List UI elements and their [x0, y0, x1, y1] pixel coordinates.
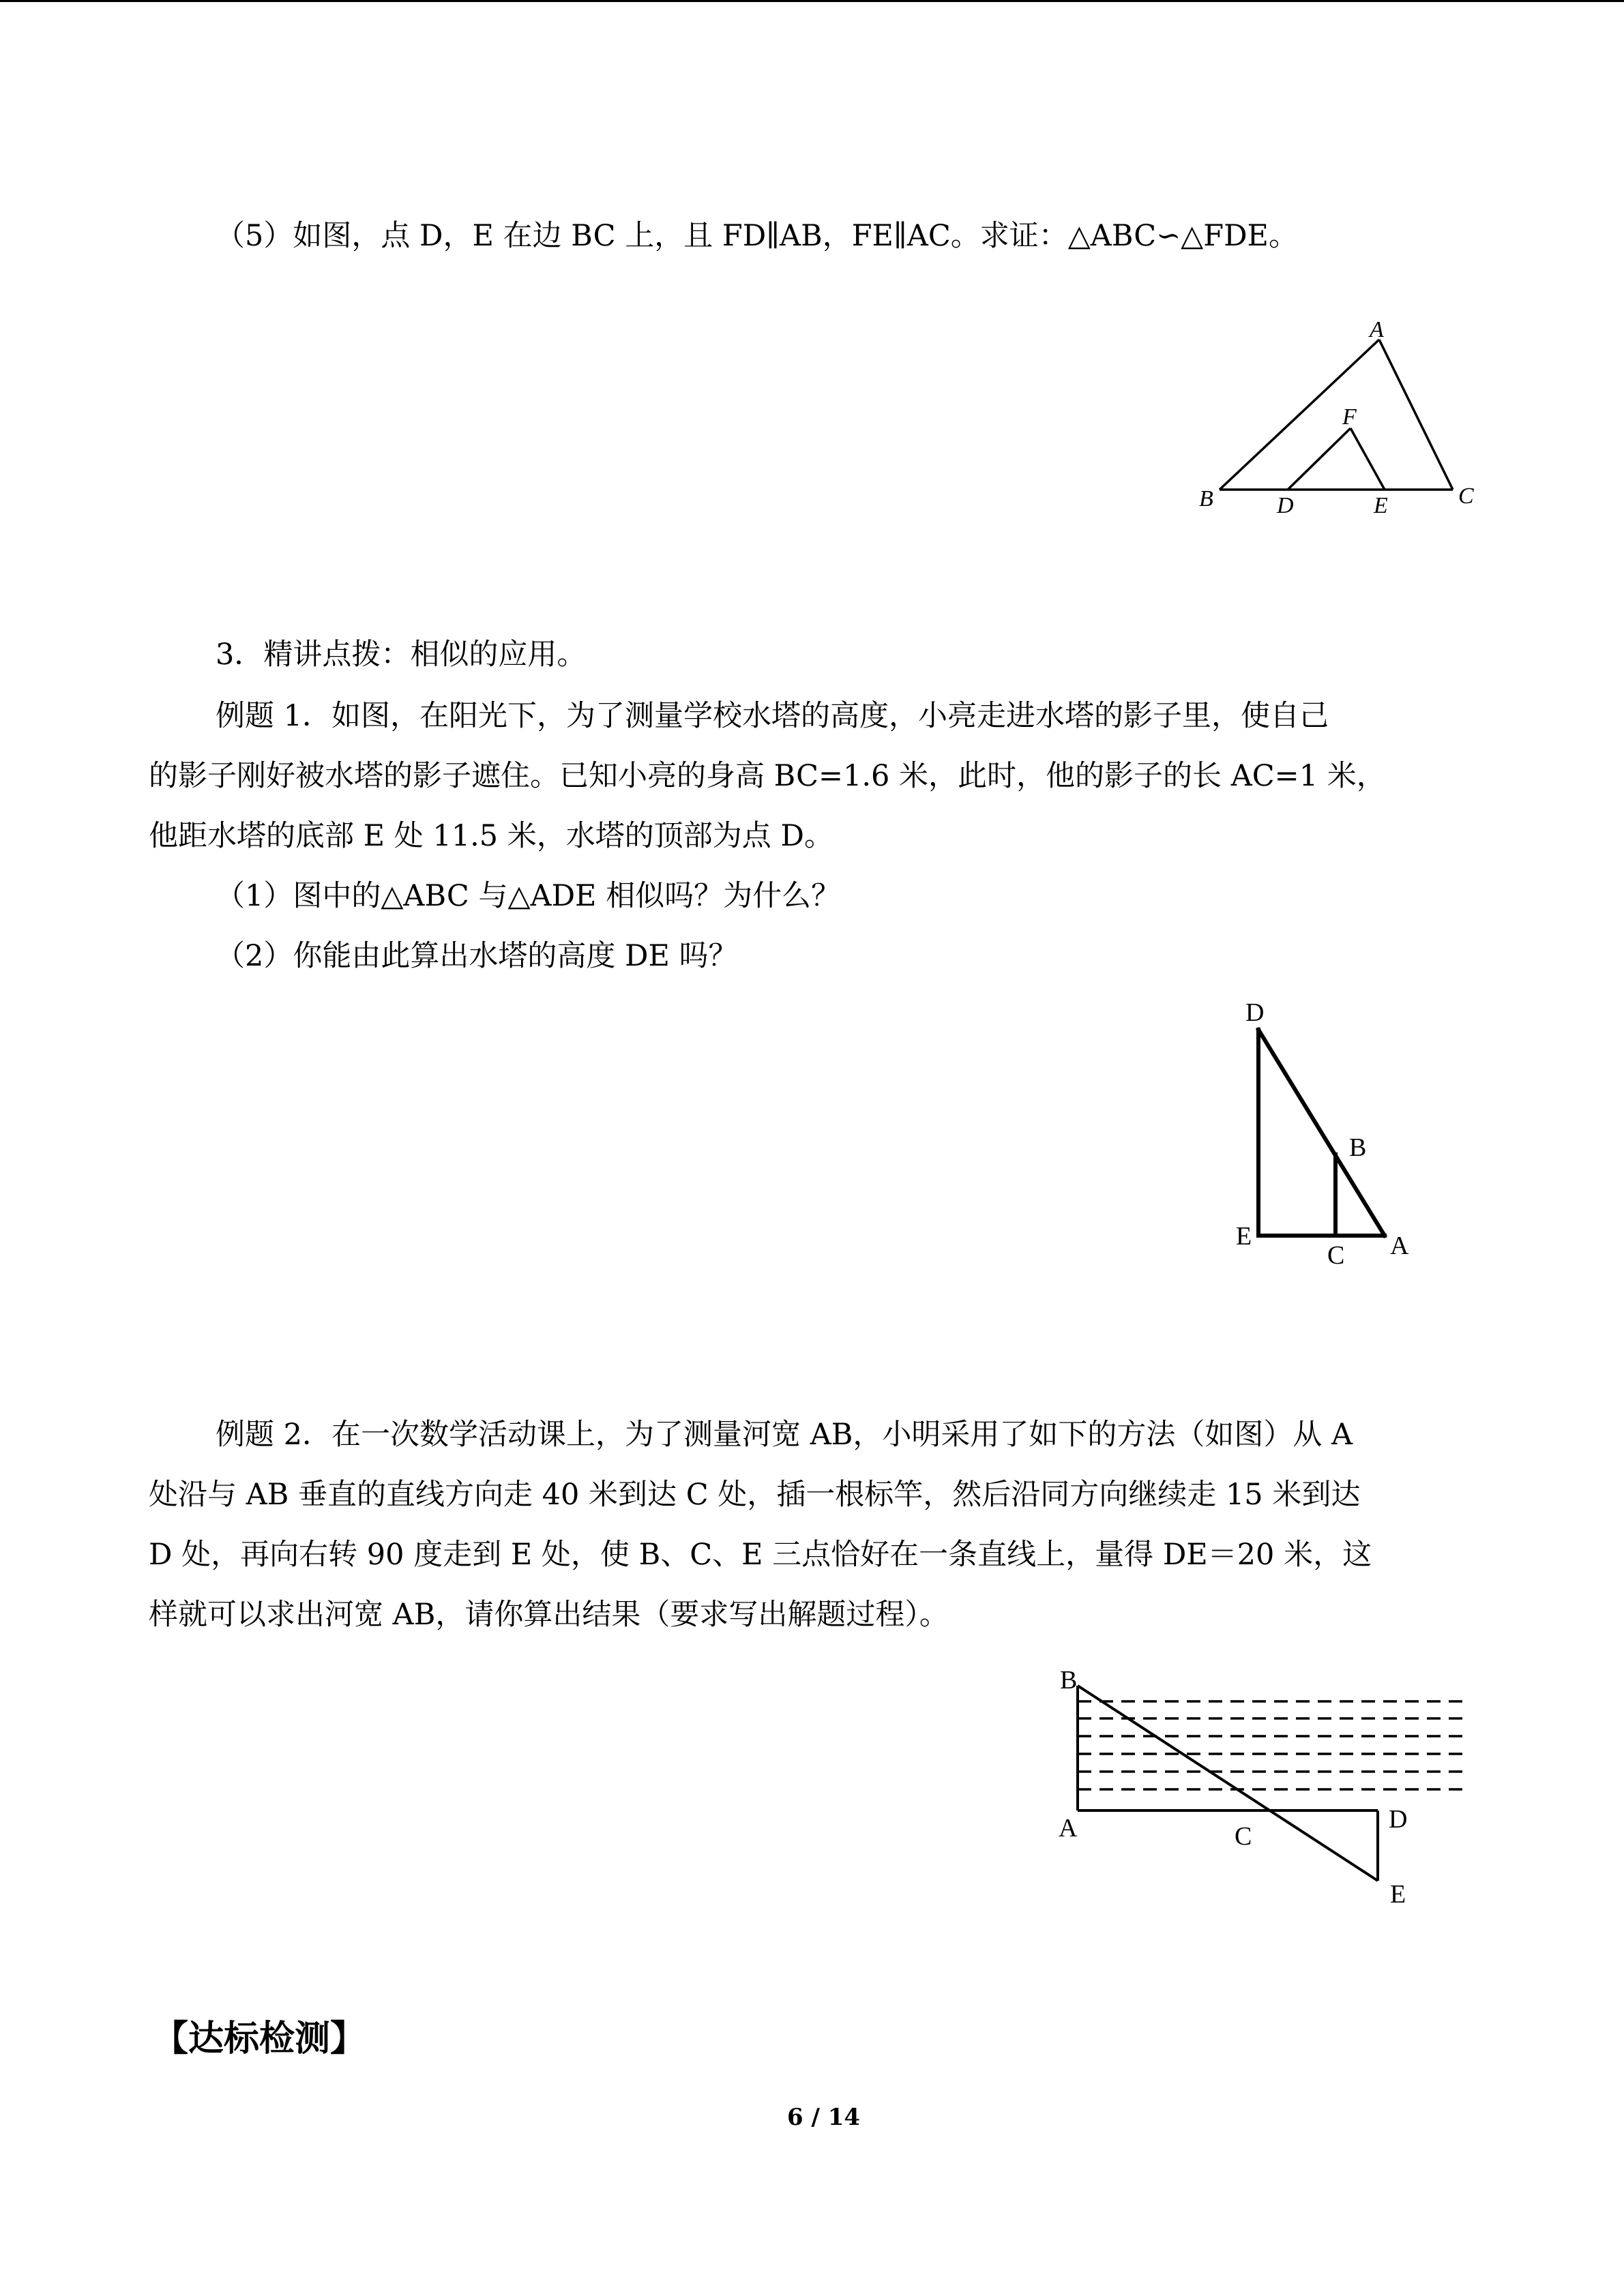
example2-line-3: D 处，再向右转 90 度走到 E 处，使 B、C、E 三点恰好在一条直线上，量得 DE＝20 米，这: [149, 1538, 1372, 1572]
label-f: F: [1342, 404, 1357, 430]
label-a: A: [1390, 1232, 1409, 1260]
example1-line-2: 的影子刚好被水塔的影子遮住。已知小亮的身高 BC=1.6 米，此时，他的影子的长 AC=1 米，: [149, 759, 1386, 793]
label-b: B: [1199, 486, 1213, 511]
label-b: B: [1349, 1133, 1367, 1162]
label-e: E: [1374, 493, 1388, 518]
example1-line-1: 例题 1．如图，在阳光下，为了测量学校水塔的高度，小亮走进水塔的影子里，使自己: [216, 699, 1329, 733]
label-d: D: [1277, 493, 1294, 518]
label-d: D: [1389, 1805, 1408, 1834]
label-a: A: [1370, 317, 1384, 342]
label-e: E: [1390, 1880, 1406, 1909]
section3-title: 3．精讲点拨：相似的应用。: [216, 638, 587, 672]
label-b: B: [1060, 1666, 1078, 1695]
example1-question-2: （2）你能由此算出水塔的高度 DE 吗？: [216, 939, 738, 973]
example1-line-3: 他距水塔的底部 E 处 11.5 米，水塔的顶部为点 D。: [149, 819, 833, 853]
example1-question-1: （1）图中的△ABC 与△ADE 相似吗？为什么？: [216, 879, 841, 913]
water-tower-figure: [1221, 992, 1432, 1279]
example2-line-1: 例题 2．在一次数学活动课上，为了测量河宽 AB，小明采用了如下的方法（如图）从 A: [216, 1418, 1353, 1452]
river-dashed-lines: [1078, 1701, 1466, 1789]
label-c: C: [1327, 1241, 1345, 1270]
triangle-abc-fde-figure: [1187, 314, 1487, 525]
river-width-figure: [1044, 1664, 1480, 1916]
label-a: A: [1059, 1814, 1078, 1843]
example2-line-4: 样就可以求出河宽 AB，请你算出结果（要求写出解题过程）。: [149, 1598, 949, 1632]
label-e: E: [1236, 1222, 1252, 1251]
segment-fe: [1350, 428, 1385, 490]
top-border-rule: [0, 0, 1624, 2]
segment-ac: [1379, 340, 1453, 490]
section-check-title: 【达标检测】: [153, 2018, 366, 2059]
label-c: C: [1235, 1822, 1252, 1851]
segment-be: [1078, 1686, 1378, 1881]
label-d: D: [1245, 998, 1265, 1027]
page-number: 6 / 14: [787, 2104, 861, 2131]
problem5-text: （5）如图，点 D，E 在边 BC 上，且 FD∥AB，FE∥AC。求证：△ABC∽△FDE。: [216, 219, 1298, 253]
segment-da: [1258, 1030, 1385, 1236]
segment-fd: [1288, 428, 1350, 490]
example2-line-2: 处沿与 AB 垂直的直线方向走 40 米到达 C 处，插一根标竿，然后沿同方向继续走 15 米到达: [149, 1478, 1361, 1512]
label-c: C: [1458, 483, 1474, 509]
